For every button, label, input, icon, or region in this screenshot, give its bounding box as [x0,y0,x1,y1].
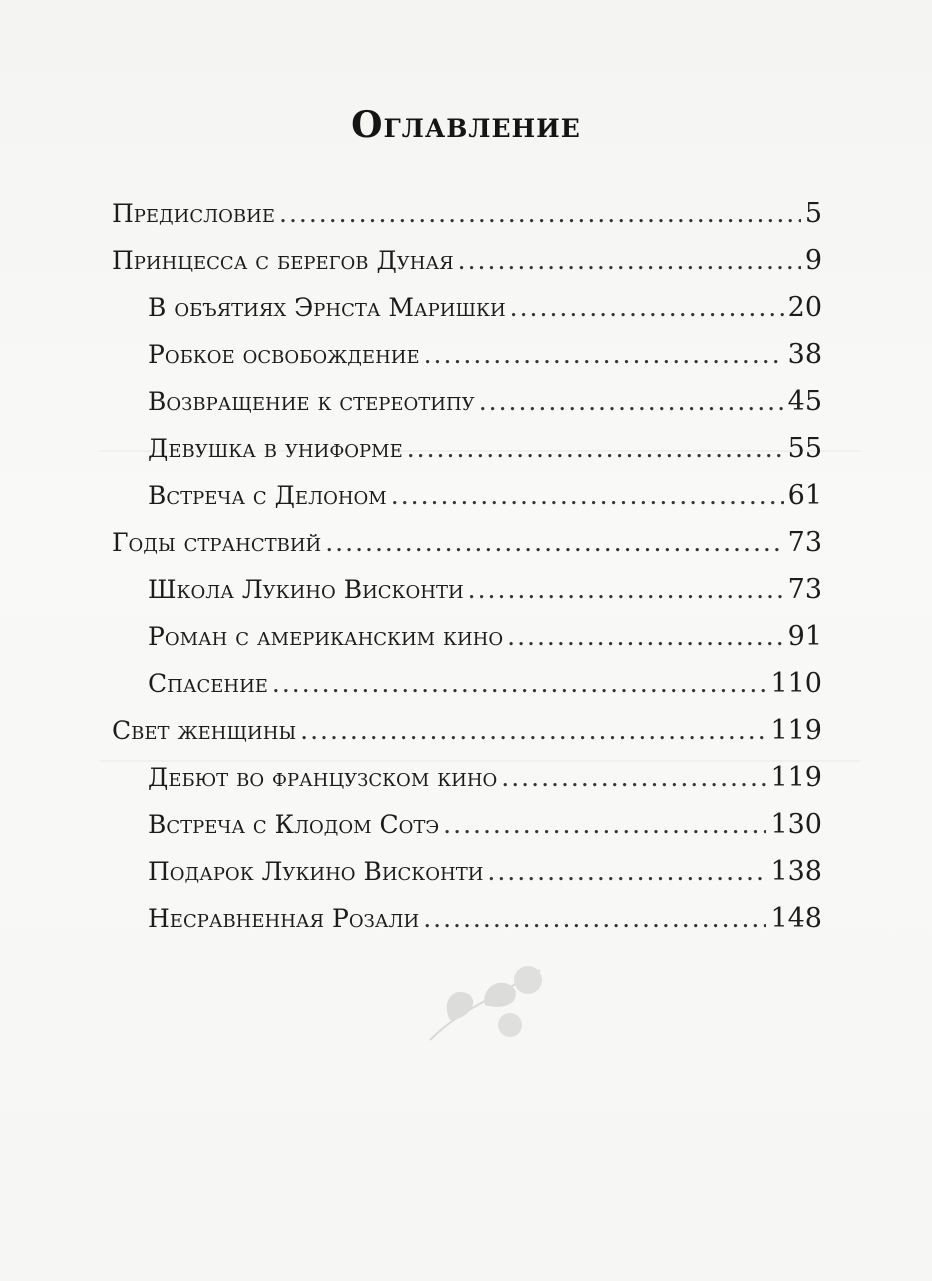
toc-subentry [112,895,822,942]
toc-entry-title: Дебют во французском кино [148,763,498,792]
toc-entry-title: Школа Лукино Висконти [148,575,464,604]
floral-ornament-icon [410,950,560,1060]
toc-subentry [112,284,822,331]
dot-leader [501,754,766,801]
toc-subentry [112,801,822,848]
toc-page-number: 55 [787,433,822,464]
dot-leader [300,707,766,754]
dot-leader [479,378,784,425]
toc-page-number: 73 [787,527,822,558]
toc-subentry [112,472,822,519]
dot-leader [443,801,766,848]
toc-entry-title: Встреча с Клодом Сотэ [148,810,440,839]
toc-subentry [112,378,822,425]
toc-page-number: 91 [787,621,822,652]
table-of-contents [112,190,822,942]
dot-leader [507,613,784,660]
toc-subentry [112,754,822,801]
dot-leader [279,190,801,237]
toc-page-number: 9 [804,245,822,276]
dot-leader [458,237,801,284]
toc-subentry [112,848,822,895]
toc-entry [112,190,822,237]
toc-subentry [112,660,822,707]
toc-page-number: 130 [770,809,822,840]
dot-leader [468,566,784,613]
dot-leader [424,331,784,378]
toc-entry-title: Свет женщины [112,716,297,745]
toc-entry-title: Несравненная Розали [148,904,420,933]
dot-leader [510,284,784,331]
toc-entry [112,519,822,566]
toc-entry-title: Робкое освобождение [148,340,420,369]
toc-page-number: 5 [804,198,822,229]
toc-entry-title: Принцесса с берегов Дуная [112,246,454,275]
dot-leader [407,425,784,472]
dot-leader [272,660,767,707]
toc-page-number: 61 [787,480,822,511]
toc-page-number: 148 [770,903,822,934]
toc-page-number: 73 [787,574,822,605]
toc-entry-title: Спасение [148,669,268,698]
toc-page-number: 119 [770,762,822,793]
toc-entry [112,237,822,284]
toc-page-number: 38 [787,339,822,370]
toc-page-number: 20 [787,292,822,323]
toc-subentry [112,566,822,613]
toc-entry-title: Роман с американским кино [148,622,504,651]
toc-page-number: 119 [770,715,822,746]
toc-entry-title: Подарок Лукино Висконти [148,857,484,886]
toc-entry-title: Годы странствий [112,528,322,557]
toc-subentry [112,613,822,660]
toc-page-number: 138 [770,856,822,887]
toc-entry-title: Встреча с Делоном [148,481,387,510]
toc-entry-title: Девушка в униформе [148,434,403,463]
dot-leader [391,472,784,519]
toc-entry-title: В объятиях Эрнста Маришки [148,293,506,322]
toc-subentry [112,331,822,378]
toc-page-number: 45 [787,386,822,417]
toc-entry-title: Возвращение к стереотипу [148,387,475,416]
page-title: Оглавление [351,104,581,146]
dot-leader [487,848,766,895]
toc-page-number: 110 [770,668,822,699]
toc-entry [112,707,822,754]
dot-leader [325,519,783,566]
dot-leader [423,895,766,942]
toc-subentry [112,425,822,472]
toc-entry-title: Предисловие [112,199,275,228]
